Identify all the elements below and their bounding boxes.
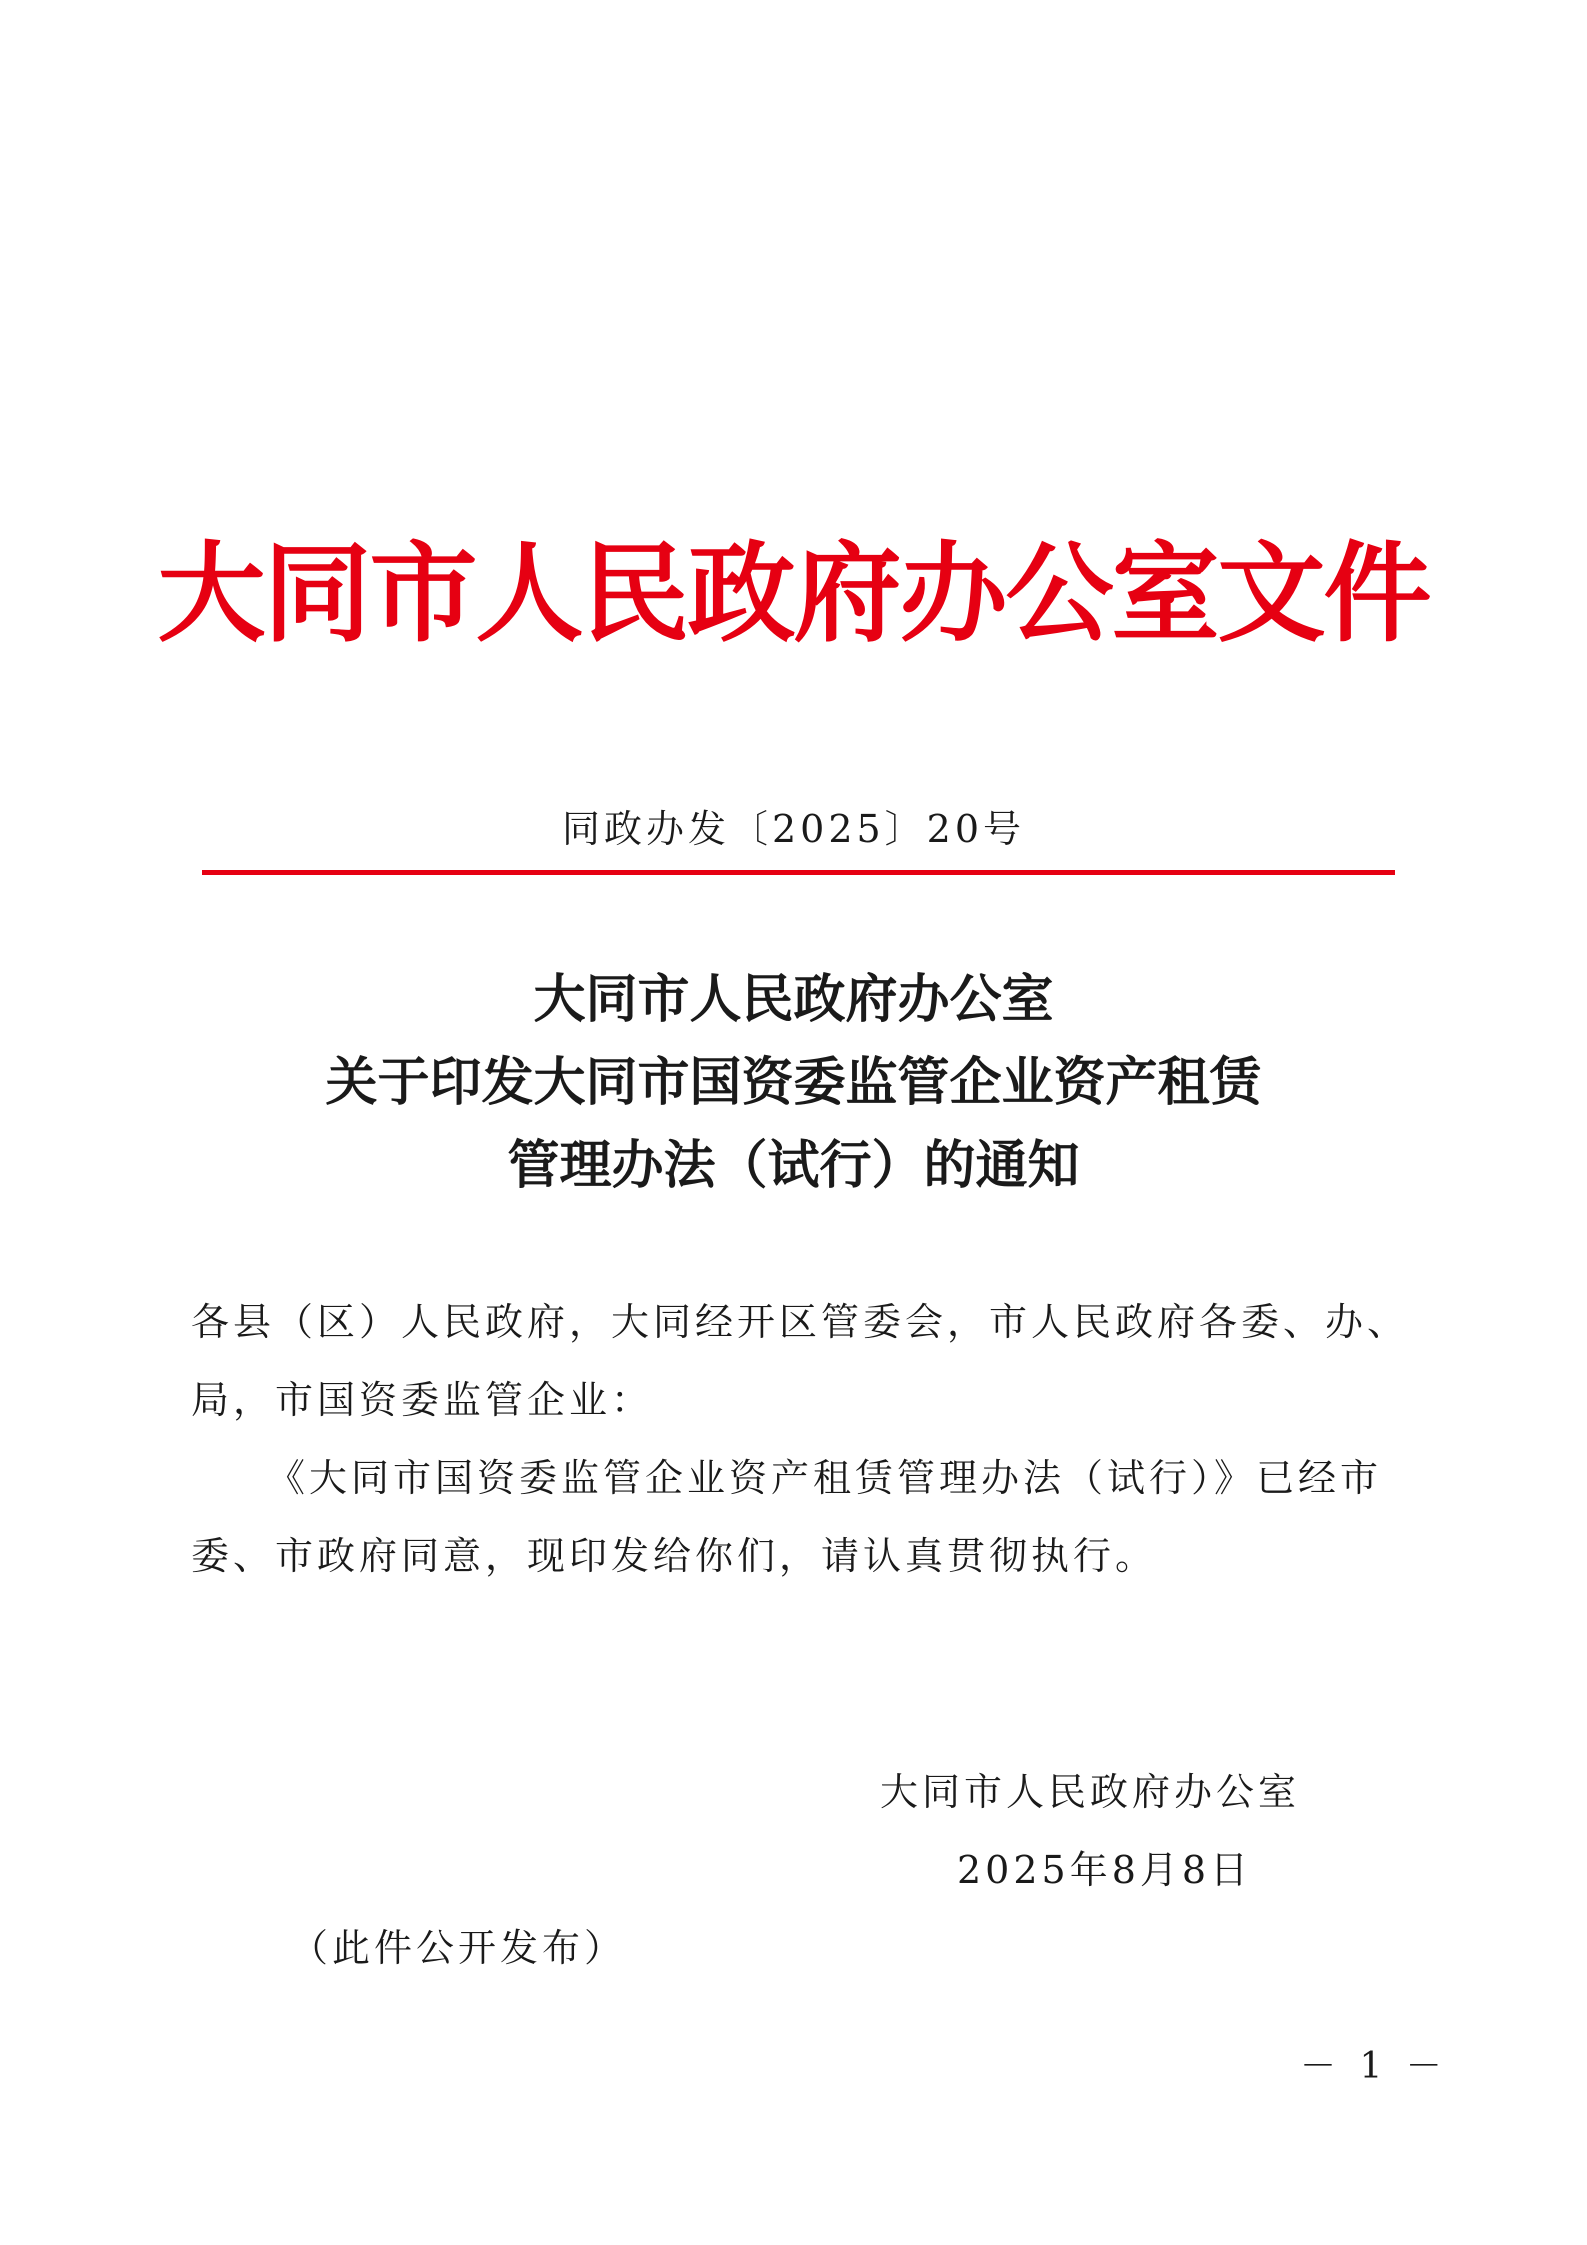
body-paragraph-line-2: 委、市政府同意，现印发给你们，请认真贯彻执行。 bbox=[191, 1534, 1158, 1578]
document-number: 同政办发〔2025〕20号 bbox=[561, 807, 1026, 851]
title-line-2: 关于印发大同市国资委监管企业资产租赁 bbox=[325, 1052, 1262, 1113]
signature-date: 2025年8月8日 bbox=[957, 1848, 1253, 1892]
recipients-line-2: 局，市国资委监管企业： bbox=[191, 1378, 654, 1422]
signature-organization: 大同市人民政府办公室 bbox=[880, 1770, 1301, 1814]
body-paragraph-line-1: 《大同市国资委监管企业资产租赁管理办法（试行）》已经市 bbox=[267, 1456, 1383, 1500]
title-line-1: 大同市人民政府办公室 bbox=[533, 969, 1054, 1030]
page-number: － 1 － bbox=[1300, 2046, 1448, 2087]
document-title bbox=[0, 958, 1587, 1207]
document-masthead: 大同市人民政府办公室文件 bbox=[157, 532, 1430, 657]
title-line-3: 管理办法（试行）的通知 bbox=[507, 1135, 1080, 1196]
publish-note: （此件公开发布） bbox=[290, 1926, 627, 1970]
recipients-line-1: 各县（区）人民政府，大同经开区管委会，市人民政府各委、办、 bbox=[191, 1300, 1410, 1344]
red-divider-line bbox=[202, 870, 1395, 875]
